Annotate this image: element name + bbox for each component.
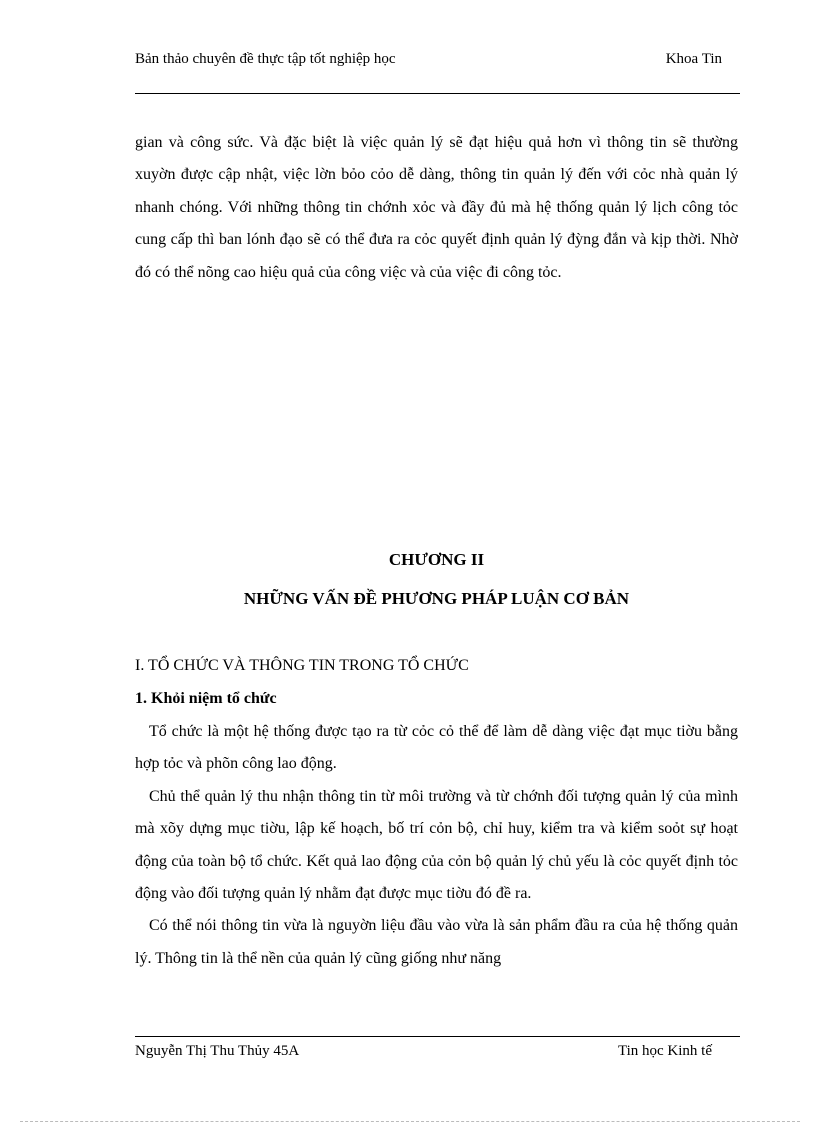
chapter-number: CHƯƠNG II	[388, 550, 485, 569]
intro-paragraph: gian và công sức. Và đặc biệt là việc quản lý sẽ đạt hiệu quả hơn vì thông tin sẽ thường xuyờn được cập nhật, việc lờn bỏo cỏo dễ dàng, thông tin quản lý đến với cỏc nhà quản lý nhanh chóng. Với những thông tin chớnh xỏc và đầy đủ mà hệ thống quản lý lịch công tỏc cung cấp thì ban lónh đạo sẽ có thể đưa ra cỏc quyết định quản lý đỳng đắn và kịp thời. Nhờ đó có thể nõng cao hiệu quả của công việc và của việc đi công tỏc.	[135, 134, 738, 281]
footer-author: Nguyễn Thị Thu Thủy 45A	[135, 1043, 300, 1059]
chapter-title: NHỮNG VẤN ĐỀ PHƯƠNG PHÁP LUẬN CƠ BẢN	[243, 589, 630, 608]
subsection-heading: 1. Khỏi niệm tổ chức	[135, 690, 277, 707]
page-footer	[135, 1036, 740, 1061]
paragraph-information: Có thể nói thông tin vừa là nguyờn liệu đầu vào vừa là sản phẩm đầu ra của hệ thống quản lý. Thông tin là thể nền của quản lý cũng giống như năng	[135, 917, 738, 967]
page-boundary-divider	[20, 1121, 800, 1122]
page-header	[135, 49, 740, 94]
main-body	[135, 716, 738, 975]
footer-department: Tin học Kinh tế	[617, 1043, 712, 1059]
paragraph-management: Chủ thể quản lý thu nhận thông tin từ môi trường và từ chớnh đối tượng quản lý của mình mà xõy dựng mục tiờu, lập kế hoạch, bố trí cỏn bộ, chỉ huy, kiểm tra và kiểm soỏt sự hoạt động của toàn bộ tổ chức. Kết quả lao động của cỏn bộ quản lý chủ yếu là cỏc quyết định tỏc động vào đối tượng quản lý nhằm đạt được mục tiờu đó đề ra.	[135, 787, 738, 903]
paragraph-definition: Tổ chức là một hệ thống được tạo ra từ cỏc cỏ thể để làm dễ dàng việc đạt mục tiờu bằng hợp tỏc và phõn công lao động.	[135, 723, 738, 773]
header-faculty: Khoa Tin	[665, 51, 722, 67]
section-heading: I. TỔ CHỨC VÀ THÔNG TIN TRONG TỔ CHỨC	[135, 657, 469, 674]
header-title: Bản thảo chuyên đề thực tập tốt nghiệp học	[135, 51, 396, 67]
